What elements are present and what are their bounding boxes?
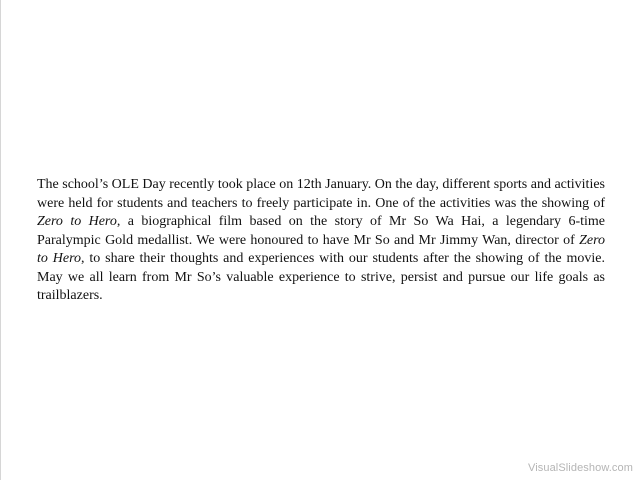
film-title-1: Zero to Hero <box>37 214 117 229</box>
film-title-2: Zero to Hero <box>37 232 605 266</box>
paragraph-text-part-2: , a biographical film based on the story of Mr So Wa Hai, a legendary 6-time Paralympic Gold medallist. We were honoured to have Mr So and Mr Jimmy Wan, director of <box>37 214 605 248</box>
watermark: VisualSlideshow.com <box>527 462 633 474</box>
paragraph-text-part-1: The school’s OLE Day recently took place on 12th January. On the day, different sports and activities were held for students and teachers to freely participate in. One of the activities was the showing of <box>37 177 605 211</box>
paragraph-text-part-3: , to share their thoughts and experiences with our students after the showing of the movie. May we all learn from Mr So’s valuable experience to strive, persist and pursue our life goals as trailblazers. <box>37 251 605 303</box>
body-paragraph <box>37 176 605 306</box>
slide <box>1 0 639 480</box>
